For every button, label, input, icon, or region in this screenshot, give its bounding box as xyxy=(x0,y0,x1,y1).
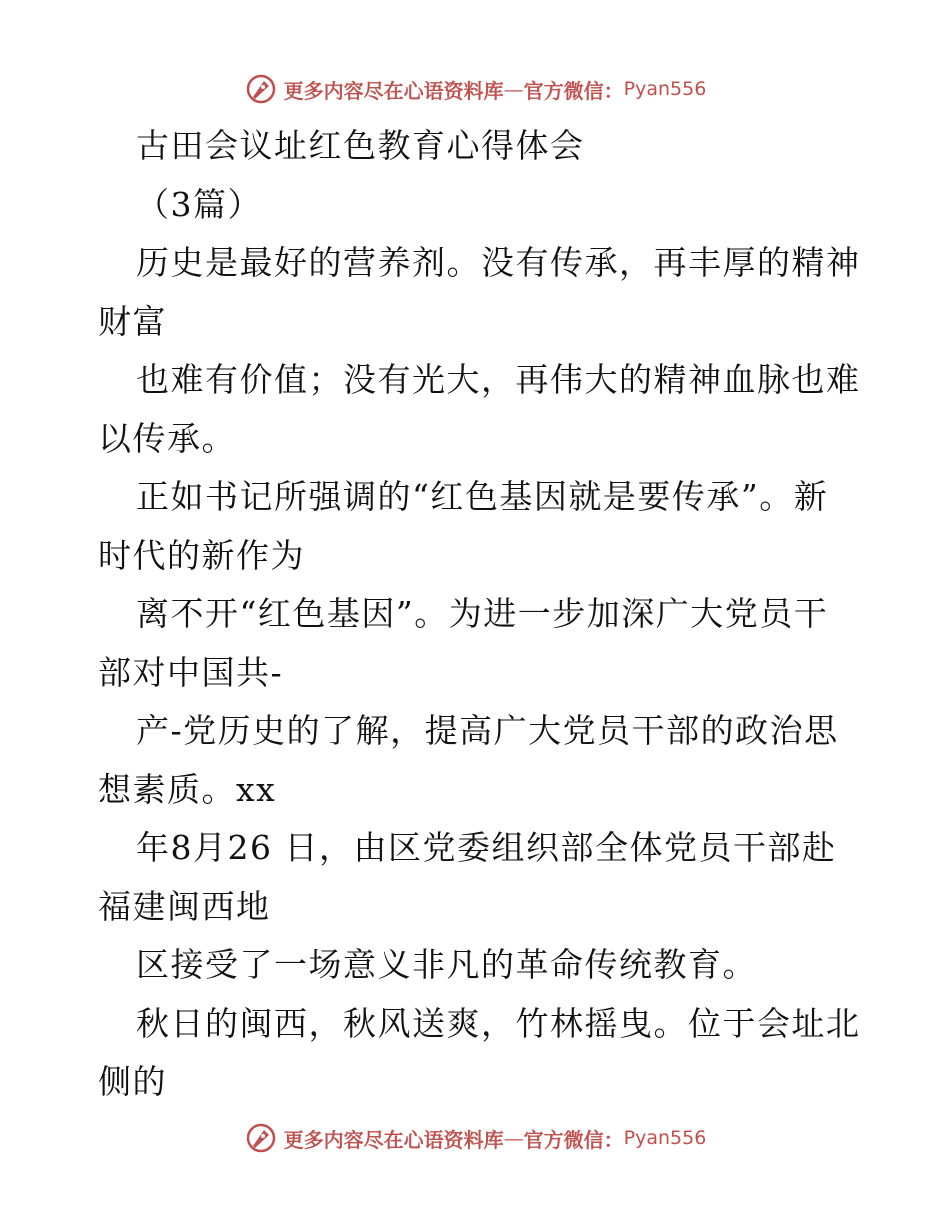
doc-line: 区接受了一场意义非凡的革命传统教育。 xyxy=(136,945,757,984)
doc-line: 秋日的闽西，秋风送爽，竹林摇曳。位于会址北 xyxy=(136,1003,861,1043)
doc-line: 部对中国共- xyxy=(98,652,284,692)
pen-nib-circle-icon xyxy=(244,1121,278,1155)
doc-subtitle: （3篇） xyxy=(136,184,262,224)
doc-line: 福建闽西地 xyxy=(98,886,271,926)
doc-line: 离不开“红色基因”。为进一步加深广大党员干 xyxy=(136,594,829,633)
doc-line: 正如书记所强调的“红色基因就是要传承”。新 xyxy=(136,477,829,516)
header-banner xyxy=(0,72,950,106)
banner-wechat-id: Pyan556 xyxy=(623,78,707,100)
doc-line: 财富 xyxy=(98,301,167,341)
banner-site-name: 更多内容尽在心语资料库 xyxy=(283,78,504,103)
banner-dash: — xyxy=(503,1126,524,1150)
doc-line: 时代的新作为 xyxy=(98,535,305,575)
banner-wechat-id: Pyan556 xyxy=(623,1127,707,1149)
doc-line: 历史是最好的营养剂。没有传承，再丰厚的精神 xyxy=(136,243,861,282)
banner-dash: — xyxy=(503,77,524,101)
pen-nib-circle-icon xyxy=(244,72,278,106)
banner-site-name: 更多内容尽在心语资料库 xyxy=(283,1127,504,1152)
doc-line: 产-党历史的了解，提高广大党员干部的政治思 xyxy=(136,711,839,750)
doc-line: 想素质。xx xyxy=(98,769,277,809)
doc-line: 也难有价值；没有光大，再伟大的精神血脉也难 xyxy=(136,360,861,399)
banner-wechat-label: 官方微信： xyxy=(523,1127,624,1152)
footer-banner xyxy=(0,1121,950,1155)
doc-title: 古田会议址红色教育心得体会 xyxy=(136,126,585,165)
document-body xyxy=(98,117,861,1112)
banner-wechat-label: 官方微信： xyxy=(523,78,624,103)
doc-line: 年8月26 日，由区党委组织部全体党员干部赴 xyxy=(136,828,837,867)
doc-line: 以传承。 xyxy=(98,418,236,458)
doc-line: 侧的 xyxy=(98,1062,167,1101)
